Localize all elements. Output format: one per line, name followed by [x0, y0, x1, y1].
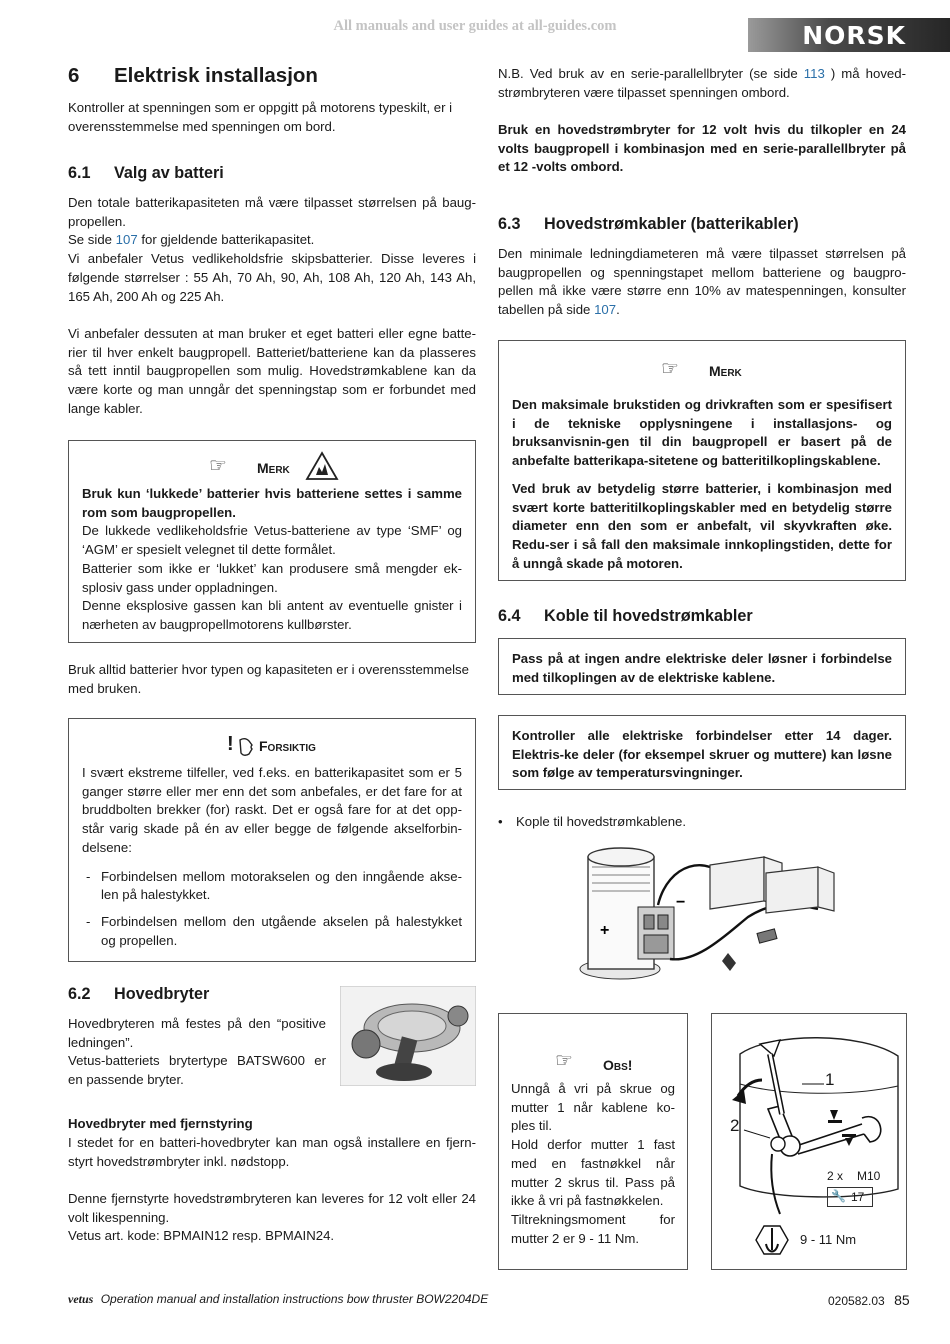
page-link-107[interactable]: 107: [594, 302, 617, 318]
bolt-size-label: M10: [857, 1169, 881, 1183]
caution-box: [68, 718, 476, 962]
section-6-1-heading: [68, 164, 224, 183]
paragraph: Den minimale ledningdiameteren må være tilpasset størrelsen på baugpropellen og spenningstapet mellom batteriene og baugpro-pellen må ikke være større enn 10% av matespenningen, konsulter tabellen på side 107.: [498, 246, 906, 318]
language-tab: [748, 18, 950, 52]
exclamation-icon: !: [227, 733, 234, 755]
paragraph: Vi anbefaler dessuten at man bruker et eget batteri eller egne batte-rier til hver enkelt baugpropell. Batteriet/batteriene kan da plasseres så tett inntil baugpropellen som mulig. Hovedstrømkablene kan da være korte og man unngår det spenningstap som er forbundet med lange kabler.: [68, 326, 476, 416]
quantity-label: 2 x: [827, 1169, 844, 1183]
wrench-icon: 🔧: [831, 1189, 846, 1203]
section-number: 6.4: [498, 607, 521, 625]
caution-body: [82, 764, 462, 958]
section-number: 6: [68, 64, 80, 87]
list-item: - Forbindelsen mellom den utgående akselen på halestykket og propellen.: [69, 913, 462, 950]
torque-figure: [711, 1013, 907, 1270]
note-title: Merk: [257, 460, 290, 476]
section-6-1-body: [68, 194, 476, 306]
caution-list: [69, 868, 462, 951]
minus-terminal-label: −: [676, 894, 686, 911]
box-text: Pass på at ingen andre elektriske deler løsner i forbindelse med tilkoplingen av de elektriske kablene.: [512, 651, 892, 685]
paragraph: Vi anbefaler Vetus vedlikeholdsfrie skipsbatterier. Disse leveres i følgende størrelser : 55 Ah, 70 Ah, 90, Ah, 108 Ah, 120 Ah, 143 Ah, 165 Ah, 200 Ah og 225 Ah.: [68, 251, 476, 304]
note-bold: Bruk kun ‘lukkede’ batterier hvis batteriene settes i samme rom som baugpropellen.: [82, 486, 462, 520]
paragraph: Vetus-batteriets brytertype BATSW600 er en passende bryter.: [68, 1053, 326, 1088]
obs-header: [555, 1052, 665, 1078]
warning-box-loose-parts: [498, 638, 906, 695]
brand-logo: vetus: [68, 1292, 94, 1306]
subheading-remote-switch: Hovedbryter med fjernstyring: [68, 1116, 253, 1131]
section-6-4-heading: [498, 607, 753, 626]
thruster-wiring-illustration: [578, 843, 850, 988]
paragraph: Bruk alltid batterier hvor typen og kapasiteten er i overensstemmelse med bruken.: [68, 662, 469, 696]
explosion-warning-icon: [305, 451, 339, 481]
section-6-2-heading: [68, 985, 209, 1004]
paragraph: Denne fjernstyrte hovedstrømbryteren kan leveres for 12 volt eller 24 volt likespenning.: [68, 1191, 476, 1225]
callout-2: 2: [730, 1116, 740, 1135]
caution-text: I svært ekstreme tilfeller, ved f.eks. en batterikapasitet som er 5 ganger større eller mer enn det som anbefales, er det fare for at bruddbolten brekker (for) raskt. Det er også fare for at det opp-står varig skade på én av eller begge de følgende akselforbin-delsene:: [82, 765, 462, 855]
section-number: 6.3: [498, 215, 521, 233]
section-title: Koble til hovedstrømkabler: [544, 607, 753, 625]
note-line: Denne eksplosive gassen kan bli antent av eventuelle gnister i nærheten av baugpropellmotorens kullbørster.: [82, 598, 462, 632]
bullet-item: [498, 813, 686, 832]
section-title: Hovedstrømkabler (batterikabler): [544, 215, 799, 233]
note-line: Batterier som ikke er ‘lukket’ kan produsere små mengder ek-splosiv gass under oppladningen.: [82, 560, 462, 595]
wrench-size-label: 17: [851, 1190, 865, 1204]
pointing-hand-icon: ☞: [661, 358, 679, 380]
paragraph: Se side 107 for gjeldende batterikapasitet.: [68, 232, 315, 248]
pointing-hand-icon: ☞: [555, 1050, 573, 1072]
note-box-batteries: [68, 440, 476, 643]
bullet-text: Kople til hovedstrømkablene.: [516, 814, 687, 829]
obs-text: Unngå å vri på skrue og mutter 1 når kablene ko-ples til. Hold derfor mutter 1 fast med en fastnøkkel når mutter 2 skrus til. Pass på ikke å vri på fastnøkkelen. Tiltrekningsmoment for mutter 2 er 9 - 11 Nm.: [511, 1081, 675, 1246]
section-title: Valg av batteri: [114, 164, 224, 182]
section-number: 6.2: [68, 985, 91, 1003]
note-line: Den maksimale brukstiden og drivkraften som er spesifisert i de tekniske opplysningene i installasjons- og bruksanvisnin-gen til din baugpropell er basert på de anbefalte batterikapa-sitetene og batteritilkoplingskablene.: [512, 397, 892, 469]
note-box-cables: [498, 340, 906, 581]
section-number: 6.1: [68, 164, 91, 182]
bullet-dot: •: [498, 814, 503, 829]
hand-caution-icon: [237, 737, 255, 757]
list-item: - Forbindelsen mellom motorakselen og den inngående aksе-len på halestykket.: [69, 868, 462, 905]
pointing-hand-icon: ☞: [209, 455, 227, 477]
paragraph: Hovedbryteren må festes på den “positive ledningen”.: [68, 1016, 326, 1050]
obs-box: [498, 1013, 688, 1270]
document-code: 020582.03: [828, 1294, 885, 1308]
wrench-size-box: [827, 1187, 873, 1207]
page-number: 85: [894, 1292, 910, 1308]
language-label: NORSK: [802, 21, 906, 50]
callout-1: 1: [825, 1070, 835, 1089]
obs-title: Obs!: [603, 1057, 633, 1073]
note-body: [512, 396, 892, 573]
footer-right: [828, 1292, 910, 1308]
battery-switch-image: [340, 986, 476, 1086]
note-line: Ved bruk av betydelig større batterier, i kombinasjon med svært korte batteritilkoplingskabler med en betydelig større diameter enn den som er anbefalt, vil skyvkraften øke. Redu-ser i så fall den maksimale innkoplingstiden, dette for å unngå skade på motoren.: [512, 480, 892, 571]
watermark: All manuals and user guides at all-guides.com: [333, 18, 617, 34]
section-6-heading: [68, 64, 318, 88]
page-link-113[interactable]: 113: [803, 66, 825, 81]
section-6-3-heading: [498, 215, 799, 234]
footer-left: [68, 1292, 488, 1307]
section-6-2-body: [68, 1015, 326, 1090]
note-title: Merk: [709, 363, 742, 379]
section-6-2-remote: [68, 1190, 476, 1246]
box-text: Kontroller alle elektriske forbindelser etter 14 dager. Elektris-ke deler (for eksempel skruer og muttere) kan løsne som følge av temperatursvingninger.: [512, 728, 892, 781]
page-link-107[interactable]: 107: [115, 232, 138, 248]
note-line: De lukkede vedlikeholdsfrie Vetus-batteriene av type ‘SMF’ og ‘AGM’ er spesielt velegnet til dette formålet.: [82, 523, 462, 558]
section-title: Elektrisk installasjon: [114, 64, 318, 87]
nb-paragraph: N.B. Ved bruk av en serie-parallellbryter (se side 113 ) må hoved-strømbryteren være tilpasset spenningen ombord.: [498, 66, 906, 100]
footer-manual-title: Operation manual and installation instructions bow thruster BOW2204DE: [100, 1292, 489, 1306]
plus-terminal-label: +: [600, 922, 610, 939]
section-6-intro: Kontroller at spenningen som er oppgitt på motorens typeskilt, er i overensstemmelse med spenningen om bord.: [68, 100, 453, 134]
paragraph: I stedet for en batteri-hovedbryter kan man også installere en fjern-styrt hovedstrømbryter inkl. nødstopp.: [68, 1135, 476, 1169]
caution-header: [227, 735, 387, 761]
paragraph: Den totale batterikapasiteten må være tilpasset størrelsen på baug-propellen.: [68, 195, 476, 229]
section-title: Hovedbryter: [114, 985, 210, 1003]
paragraph: Vetus art. kode: BPMAIN12 resp. BPMAIN24.: [68, 1228, 335, 1244]
note-header: [661, 356, 781, 382]
note-header: [209, 453, 359, 487]
bold-paragraph: Bruk en hovedstrømbryter for 12 volt hvis du tilkopler en 24 volts baugpropell i kombinasjon med en serie-parallellbryter på et 12 -volts ombord.: [498, 122, 906, 175]
note-body: [82, 485, 462, 635]
caution-title: Forsiktig: [259, 738, 316, 754]
torque-label: 9 - 11 Nm: [800, 1232, 857, 1247]
spanner-diagram: [712, 1014, 906, 1269]
warning-box-check-connections: [498, 715, 906, 790]
